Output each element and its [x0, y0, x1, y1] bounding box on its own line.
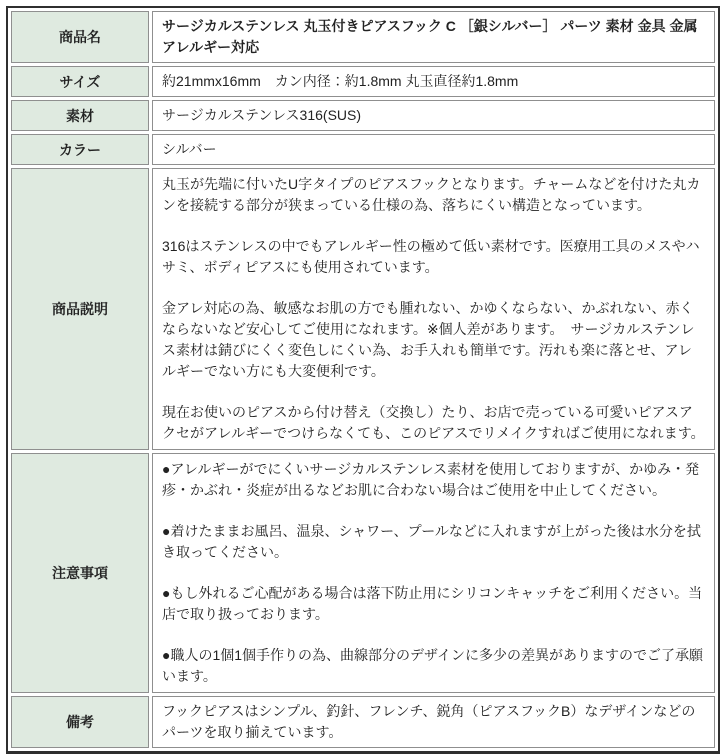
material-label: 素材: [11, 100, 149, 131]
precaution-item: ●アレルギーがでにくいサージカルステンレス素材を使用しておりますが、かゆみ・発疹・かぶれ・炎症が出るなどお肌に合わない場合はご使用を中止してください。: [162, 461, 700, 498]
description-paragraph: 316はステンレスの中でもアレルギー性の極めて低い素材です。医療用工具のメスやハサミ、ボディピアスにも使用されています。: [162, 238, 700, 275]
product-name-value: サージカルステンレス 丸玉付きピアスフック C ［銀シルバー］ パーツ 素材 金具 金属アレルギー対応: [152, 11, 715, 63]
spec-row-precautions: [11, 453, 715, 693]
description-label: 商品説明: [11, 168, 149, 450]
remarks-label: 備考: [11, 696, 149, 748]
size-value: 約21mmx16mm カン内径：約1.8mm 丸玉直径約1.8mm: [152, 66, 715, 97]
precautions-value: [152, 453, 715, 693]
spec-row-description: [11, 168, 715, 450]
product-spec-table: [6, 6, 720, 754]
product-name-label: 商品名: [11, 11, 149, 63]
precaution-item: ●着けたままお風呂、温泉、シャワー、プールなどに入れますが上がった後は水分を拭き取ってください。: [162, 523, 701, 560]
description-paragraph: 現在お使いのピアスから付け替え（交換し）たり、お店で売っている可愛いピアスアクセがアレルギーでつけらなくても、このピアスでリメイクすればご使用になれます。: [162, 404, 705, 441]
precaution-item: ●職人の1個1個手作りの為、曲線部分のデザインに多少の差異がありますのでご了承願います。: [162, 647, 704, 684]
description-paragraph: 金アレ対応の為、敏感なお肌の方でも腫れない、かゆくならない、かぶれない、赤くならないなど安心してご使用になれます。※個人差があります。 サージカルステンレス素材は錆びにくく変色しにくい為、お手入れも簡単です。汚れも楽に落とせ、アレルギーでない方にも大変便利です。: [162, 300, 695, 379]
spec-row-color: [11, 134, 715, 165]
remarks-value: フックピアスはシンプル、釣針、フレンチ、鋭角（ピアスフックB）なデザインなどのパーツを取り揃えています。: [152, 696, 715, 748]
color-value: シルバー: [152, 134, 715, 165]
description-value: [152, 168, 715, 450]
material-value: サージカルステンレス316(SUS): [152, 100, 715, 131]
description-paragraph: 丸玉が先端に付いたU字タイプのピアスフックとなります。チャームなどを付けた丸カンを接続する部分が狭まっている仕様の為、落ちにくい構造となっています。: [162, 176, 701, 213]
spec-row-size: [11, 66, 715, 97]
spec-row-remarks: [11, 696, 715, 748]
precautions-label: 注意事項: [11, 453, 149, 693]
spec-row-product-name: [11, 11, 715, 63]
color-label: カラー: [11, 134, 149, 165]
precaution-item: ●もし外れるご心配がある場合は落下防止用にシリコンキャッチをご利用ください。当店で取り扱っております。: [162, 585, 703, 622]
size-label: サイズ: [11, 66, 149, 97]
spec-row-material: [11, 100, 715, 131]
